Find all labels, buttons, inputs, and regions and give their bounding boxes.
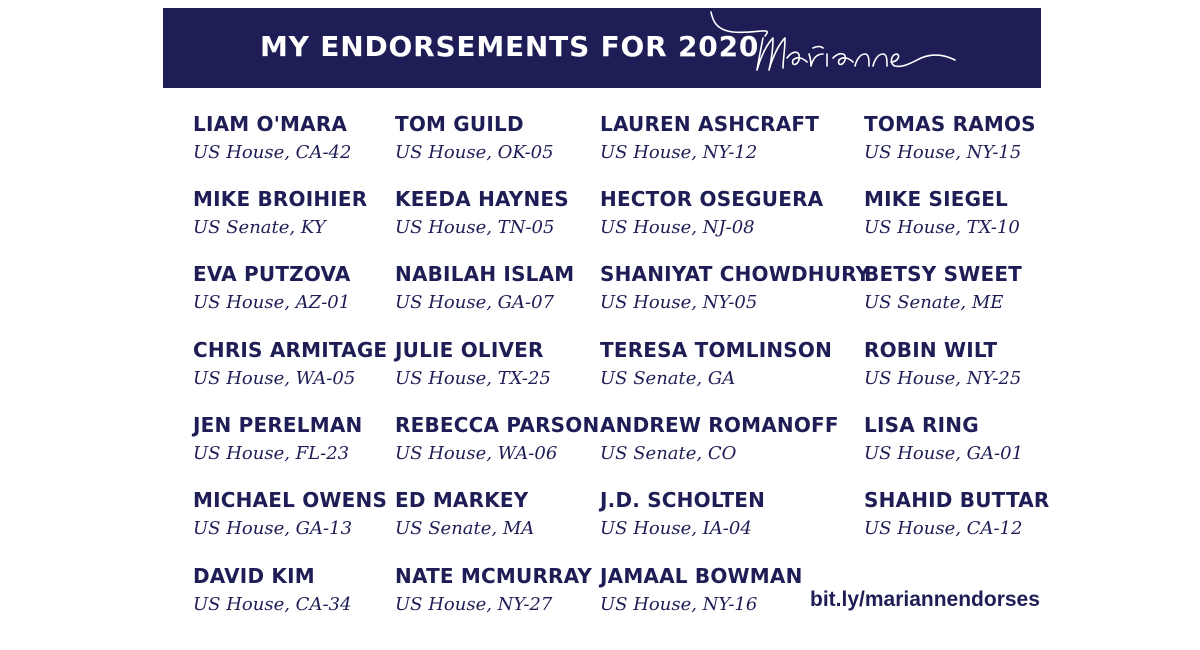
candidate bbox=[193, 338, 387, 391]
candidate bbox=[193, 187, 367, 240]
candidate-office: US House, TX-25 bbox=[395, 368, 551, 389]
candidate bbox=[395, 112, 554, 165]
candidate bbox=[193, 112, 351, 165]
candidate bbox=[395, 413, 599, 466]
candidate-office: US House, AZ-01 bbox=[193, 292, 351, 313]
candidate-office: US House, GA-01 bbox=[864, 443, 1024, 464]
candidate-name: MIKE SIEGEL bbox=[864, 187, 1008, 211]
candidate-office: US Senate, ME bbox=[864, 292, 1004, 313]
candidate bbox=[600, 187, 823, 240]
candidate-name: CHRIS ARMITAGE bbox=[193, 338, 388, 362]
candidate bbox=[864, 413, 1023, 466]
candidate-office: US House, WA-05 bbox=[193, 368, 356, 389]
candidate-name: BETSY SWEET bbox=[864, 262, 1023, 286]
candidate-name: JULIE OLIVER bbox=[395, 338, 544, 362]
candidate bbox=[600, 413, 839, 466]
candidate-name: JEN PERELMAN bbox=[193, 413, 363, 437]
candidate-name: LAUREN ASHCRAFT bbox=[600, 112, 820, 136]
candidate bbox=[193, 564, 351, 617]
candidate-office: US House, NY-27 bbox=[395, 594, 553, 615]
candidate-name: TERESA TOMLINSON bbox=[600, 338, 833, 362]
candidate-name: TOM GUILD bbox=[395, 112, 524, 136]
candidate bbox=[600, 488, 765, 541]
candidate-office: US House, GA-07 bbox=[395, 292, 555, 313]
candidate bbox=[864, 187, 1020, 240]
candidate-office: US House, NJ-08 bbox=[600, 217, 755, 238]
candidate-office: US House, NY-05 bbox=[600, 292, 758, 313]
candidate bbox=[395, 564, 592, 617]
candidate bbox=[864, 262, 1022, 315]
candidate-name: ED MARKEY bbox=[395, 488, 529, 512]
candidate-name: ANDREW ROMANOFF bbox=[600, 413, 839, 437]
candidate-name: NATE MCMURRAY bbox=[395, 564, 593, 588]
candidate-office: US House, TX-10 bbox=[864, 217, 1020, 238]
candidate bbox=[395, 262, 574, 315]
candidate-name: LISA RING bbox=[864, 413, 979, 437]
candidate-office: US Senate, KY bbox=[193, 217, 326, 238]
candidate bbox=[395, 488, 534, 541]
candidate-office: US House, NY-16 bbox=[600, 594, 758, 615]
candidate-name: ROBIN WILT bbox=[864, 338, 998, 362]
candidate-office: US House, NY-12 bbox=[600, 142, 758, 163]
candidate bbox=[600, 338, 832, 391]
candidate bbox=[600, 112, 819, 165]
candidate-office: US House, WA-06 bbox=[395, 443, 558, 464]
candidate-office: US House, CA-42 bbox=[193, 142, 352, 163]
candidate bbox=[864, 488, 1050, 541]
candidate-office: US Senate, GA bbox=[600, 368, 736, 389]
candidate bbox=[395, 338, 551, 391]
candidate-name: EVA PUTZOVA bbox=[193, 262, 351, 286]
candidate bbox=[864, 112, 1036, 165]
candidate bbox=[193, 262, 351, 315]
candidate bbox=[600, 564, 803, 617]
candidate-office: US House, CA-12 bbox=[864, 518, 1023, 539]
candidate bbox=[193, 488, 387, 541]
candidate-office: US Senate, CO bbox=[600, 443, 737, 464]
candidate-office: US House, NY-15 bbox=[864, 142, 1022, 163]
candidate-office: US House, NY-25 bbox=[864, 368, 1022, 389]
candidate-name: SHANIYAT CHOWDHURY bbox=[600, 262, 871, 286]
candidate bbox=[864, 338, 1021, 391]
candidate-office: US House, FL-23 bbox=[193, 443, 350, 464]
candidate-name: MICHAEL OWENS bbox=[193, 488, 388, 512]
candidate-name: HECTOR OSEGUERA bbox=[600, 187, 824, 211]
candidate-office: US Senate, MA bbox=[395, 518, 535, 539]
candidate-name: NABILAH ISLAM bbox=[395, 262, 575, 286]
candidate-office: US House, GA-13 bbox=[193, 518, 353, 539]
candidate-name: LIAM O'MARA bbox=[193, 112, 348, 136]
endorsements-link[interactable]: bit.ly/mariannendorses bbox=[810, 588, 1040, 611]
candidate-name: SHAHID BUTTAR bbox=[864, 488, 1050, 512]
candidate-office: US House, IA-04 bbox=[600, 518, 752, 539]
candidate-name: TOMAS RAMOS bbox=[864, 112, 1036, 136]
candidate-office: US House, CA-34 bbox=[193, 594, 352, 615]
banner-title: MY ENDORSEMENTS FOR 2020 bbox=[260, 30, 760, 63]
candidate-office: US House, TN-05 bbox=[395, 217, 555, 238]
candidate bbox=[600, 262, 870, 315]
candidate-name: J.D. SCHOLTEN bbox=[600, 488, 766, 512]
candidate bbox=[193, 413, 362, 466]
candidate bbox=[395, 187, 569, 240]
candidate-name: REBECCA PARSON bbox=[395, 413, 600, 437]
candidate-name: DAVID KIM bbox=[193, 564, 315, 588]
candidate-name: MIKE BROIHIER bbox=[193, 187, 368, 211]
candidate-office: US House, OK-05 bbox=[395, 142, 554, 163]
candidate-name: KEEDA HAYNES bbox=[395, 187, 569, 211]
candidate-name: JAMAAL BOWMAN bbox=[600, 564, 803, 588]
